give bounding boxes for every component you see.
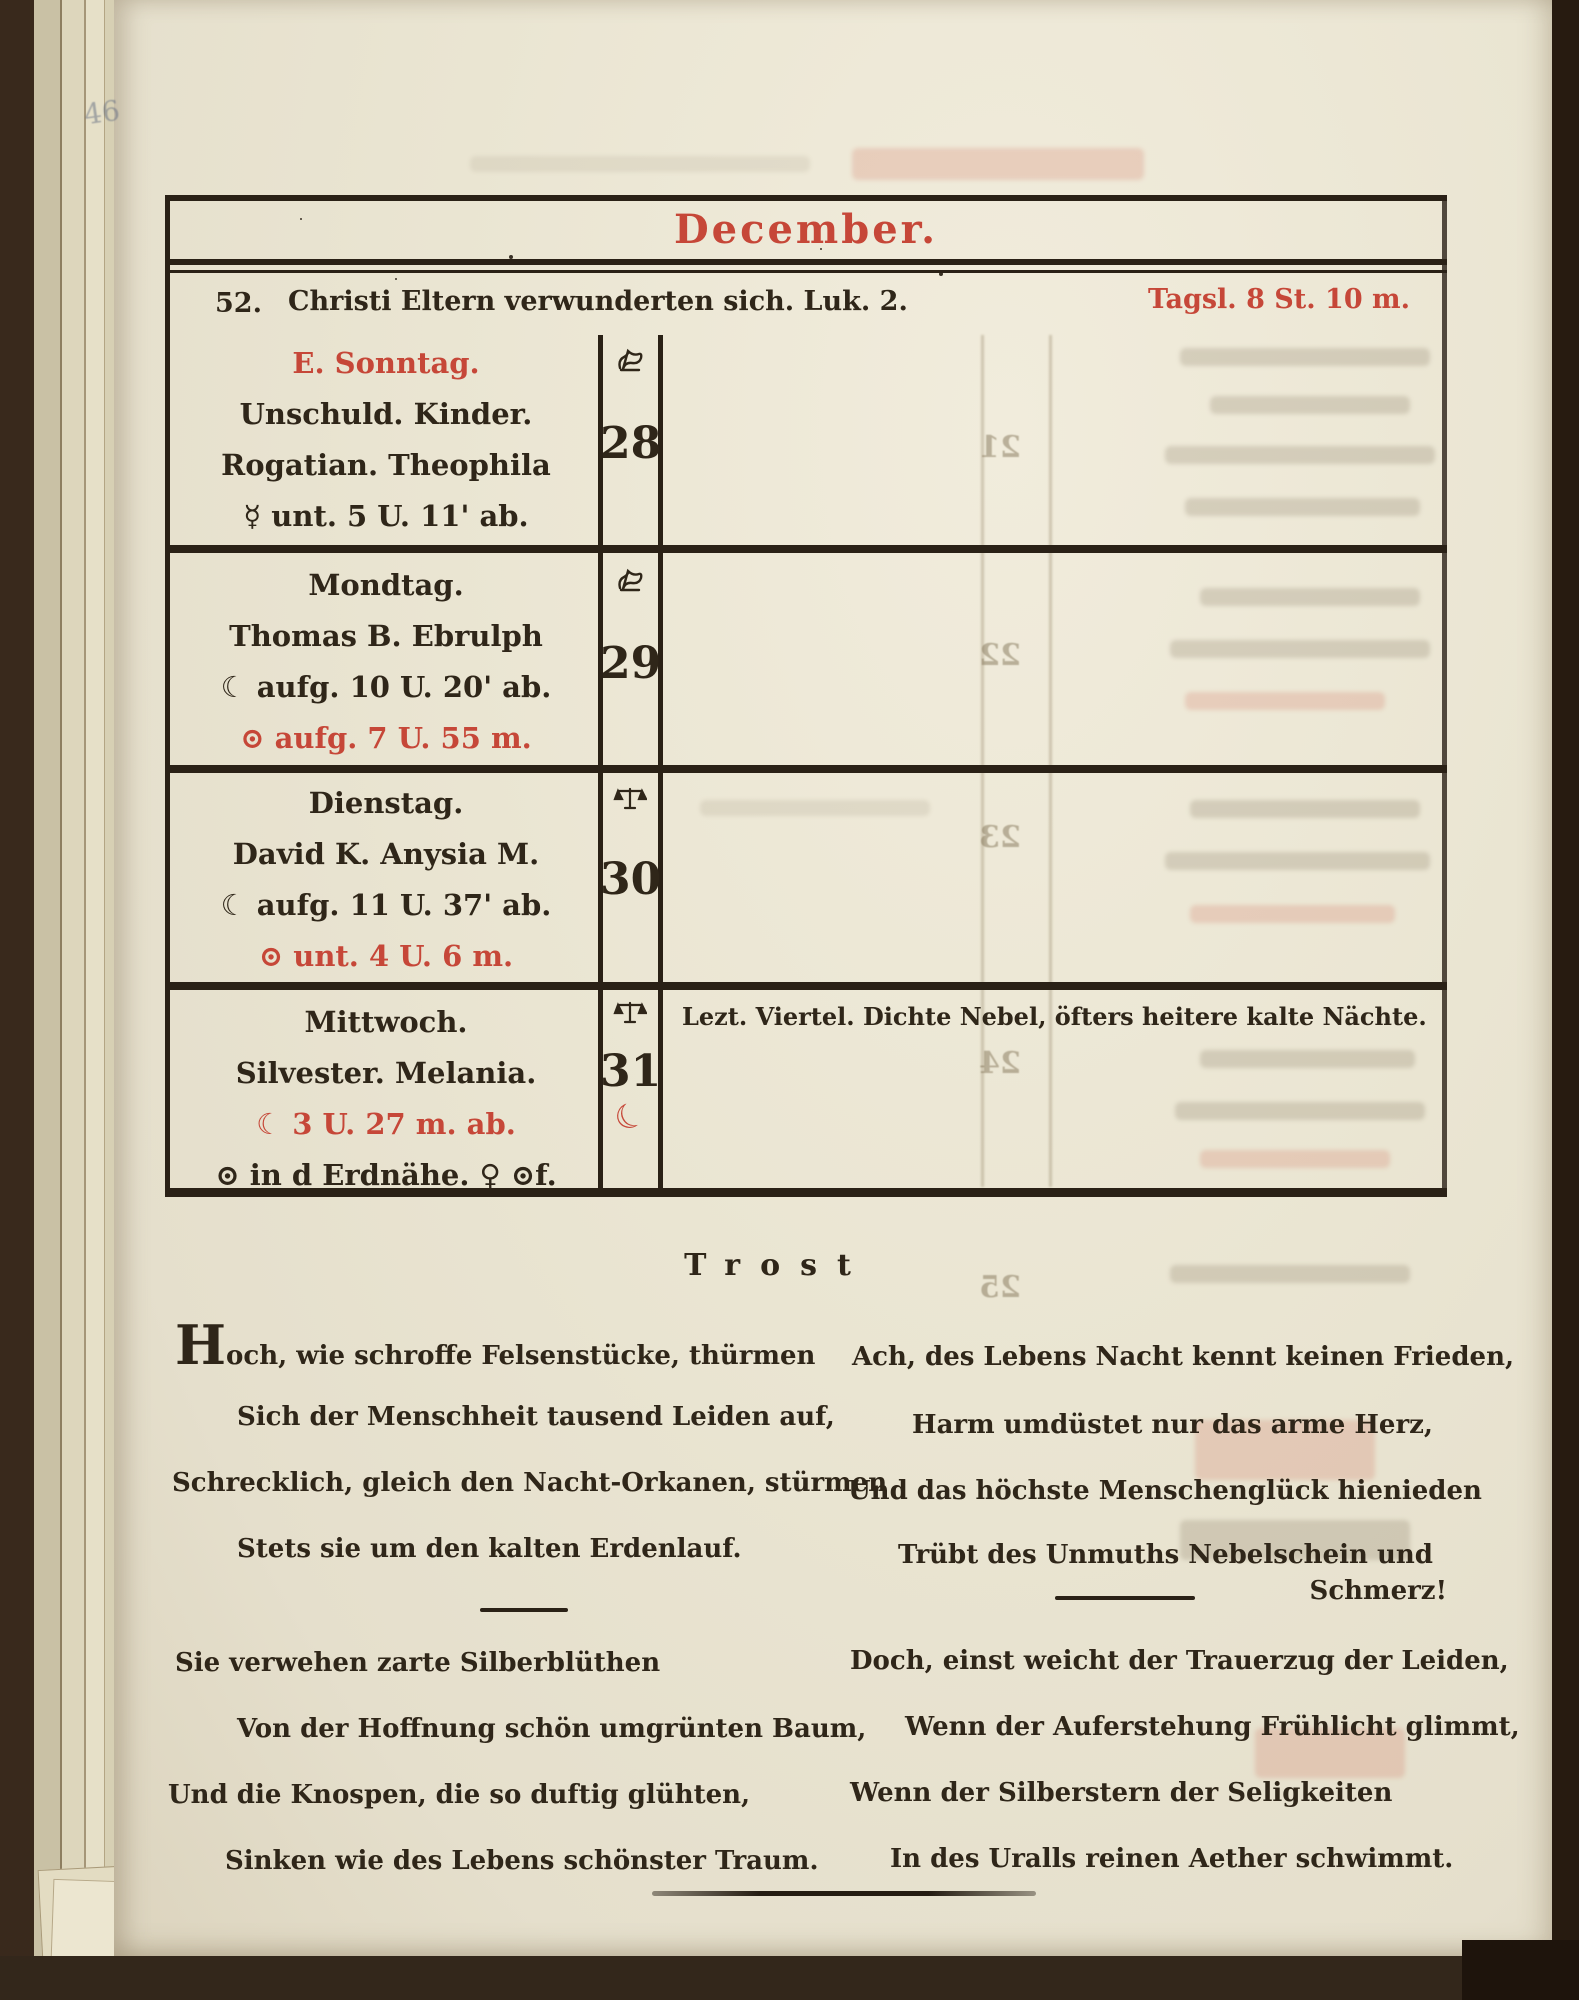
book-cover-corner <box>1462 1940 1579 2000</box>
table-border-top <box>165 195 1447 201</box>
poem-line: Harm umdüstet nur das arme Herz, <box>912 1410 1433 1440</box>
poem-line: Doch, einst weicht der Trauerzug der Leiden, <box>850 1646 1509 1676</box>
book-cover-edge <box>0 1956 1579 2000</box>
table-border-left <box>165 195 170 1197</box>
poem-line: Trübt des Unmuths Nebelschein und <box>898 1540 1433 1570</box>
day-name: E. Sonntag. <box>292 346 480 380</box>
month-title: December. <box>673 206 938 253</box>
poem-line: Hoch, wie schroffe Felsenstücke, thürmen <box>175 1313 816 1377</box>
date-number: 29 <box>600 638 662 689</box>
bleedthrough-smudge <box>1200 1150 1390 1168</box>
day-row-tuesday <box>172 778 600 982</box>
day-row-monday <box>172 560 600 764</box>
poem-line: Und die Knospen, die so duftig glühten, <box>168 1780 751 1810</box>
page-corner <box>51 1879 122 1963</box>
bleedthrough-smudge <box>1165 852 1430 870</box>
astro-line: ☾ 3 U. 27 m. ab. <box>256 1107 516 1141</box>
poem-line: Und das höchste Menschenglück hienieden <box>848 1476 1482 1506</box>
day-row-wednesday <box>172 997 600 1201</box>
poem-line: Sinken wie des Lebens schönster Traum. <box>225 1846 819 1876</box>
stanza-divider <box>480 1608 568 1612</box>
row-rule <box>165 545 1447 553</box>
bleedthrough-smudge <box>1170 640 1430 658</box>
poem-title: Trost <box>684 1248 871 1283</box>
date-number: 31 <box>600 1046 662 1097</box>
astro-line: ⊙ in d Erdnähe. ♀ ⊙f. <box>215 1158 557 1192</box>
zodiac-virgo-icon <box>615 568 645 594</box>
day-name: Dienstag. <box>308 786 464 820</box>
astro-line: ⊙ unt. 4 U. 6 m. <box>258 939 514 973</box>
bleedthrough-number: 23 <box>979 820 1021 855</box>
end-rule <box>652 1891 1036 1896</box>
poem-line: Wenn der Silberstern der Seligkeiten <box>850 1778 1393 1808</box>
day-row-sunday <box>172 338 600 542</box>
double-rule-bottom <box>165 270 1447 273</box>
astro-line: ⊙ aufg. 7 U. 55 m. <box>240 721 532 755</box>
bleedthrough-smudge <box>1180 348 1430 366</box>
zodiac-libra-icon <box>613 786 647 810</box>
handwritten-folio-mark: 46 <box>81 93 122 132</box>
zodiac-libra-icon <box>613 1000 647 1024</box>
page-stack-edge <box>34 0 62 1962</box>
saints-line: Thomas B. Ebrulph <box>229 619 543 653</box>
poem-line: In des Uralls reinen Aether schwimmt. <box>890 1844 1454 1874</box>
poem-line: Sich der Menschheit tausend Leiden auf, <box>237 1402 835 1432</box>
date-cell <box>600 348 660 469</box>
poem-line: Von der Hoffnung schön umgrünten Baum, <box>237 1714 867 1744</box>
page-stack-edge <box>86 0 105 1958</box>
day-name: Mondtag. <box>308 568 464 602</box>
bleedthrough-smudge <box>1185 692 1385 710</box>
bleedthrough-number: 21 <box>979 430 1021 465</box>
zodiac-virgo-icon <box>615 348 645 374</box>
saints-line: Silvester. Melania. <box>235 1056 537 1090</box>
astro-line: ☾ aufg. 11 U. 37' ab. <box>220 888 552 922</box>
book-cover-edge <box>1552 0 1579 2000</box>
gospel-text: Christi Eltern verwunderten sich. Luk. 2. <box>288 286 908 317</box>
bleedthrough-smudge <box>1185 498 1420 516</box>
bleedthrough-number: 22 <box>979 638 1021 673</box>
date-cell <box>600 786 660 905</box>
bleedthrough-smudge <box>1190 905 1395 923</box>
day-length: Tagsl. 8 St. 10 m. <box>1147 284 1410 315</box>
double-rule-top <box>165 259 1447 265</box>
bleedthrough-number: 25 <box>979 1270 1021 1305</box>
saints-line: Rogatian. Theophila <box>221 448 551 482</box>
date-number: 28 <box>600 418 662 469</box>
bleedthrough-smudge <box>1190 800 1420 818</box>
bleedthrough-smudge <box>1175 1102 1425 1120</box>
saints-line: David K. Anysia M. <box>232 837 540 871</box>
bleedthrough-smudge <box>700 800 930 816</box>
poem-line: Schmerz! <box>1309 1576 1447 1606</box>
bleedthrough-smudge <box>1210 396 1410 414</box>
week-number: 52. <box>215 288 262 319</box>
stanza-divider <box>1055 1596 1195 1600</box>
date-number: 30 <box>600 854 662 905</box>
bleedthrough-smudge <box>470 156 810 172</box>
poem-line: Stets sie um den kalten Erdenlauf. <box>237 1534 742 1564</box>
bleedthrough-smudge <box>1200 588 1420 606</box>
date-cell <box>600 1000 662 1142</box>
astro-line: ☾ aufg. 10 U. 20' ab. <box>220 670 552 704</box>
row-rule <box>165 982 1447 990</box>
weather-note: Lezt. Viertel. Dichte Nebel, öfters heitere kalte Nächte. <box>682 1002 1427 1031</box>
page-stack-edge <box>62 0 86 1960</box>
moon-crescent-icon: ☾ <box>607 1092 653 1142</box>
bleedthrough-number: 24 <box>979 1046 1021 1081</box>
poem-line: Sie verwehen zarte Silberblüthen <box>175 1648 661 1678</box>
saints-line: Unschuld. Kinder. <box>239 397 533 431</box>
bleedthrough-smudge <box>1200 1050 1415 1068</box>
row-rule <box>165 765 1447 773</box>
poem-line: Wenn der Auferstehung Frühlicht glimmt, <box>905 1712 1520 1742</box>
table-border-right <box>1442 195 1447 1197</box>
bleedthrough-smudge <box>1165 446 1435 464</box>
date-cell <box>600 568 660 689</box>
day-name: Mittwoch. <box>304 1005 468 1039</box>
poem-line: Schrecklich, gleich den Nacht-Orkanen, stürmen <box>172 1468 888 1498</box>
poem-line: Ach, des Lebens Nacht kennt keinen Frieden, <box>852 1342 1515 1372</box>
bleedthrough-line <box>1049 335 1052 1187</box>
astro-line: ☿ unt. 5 U. 11' ab. <box>243 499 529 533</box>
bleedthrough-smudge <box>852 148 1144 180</box>
